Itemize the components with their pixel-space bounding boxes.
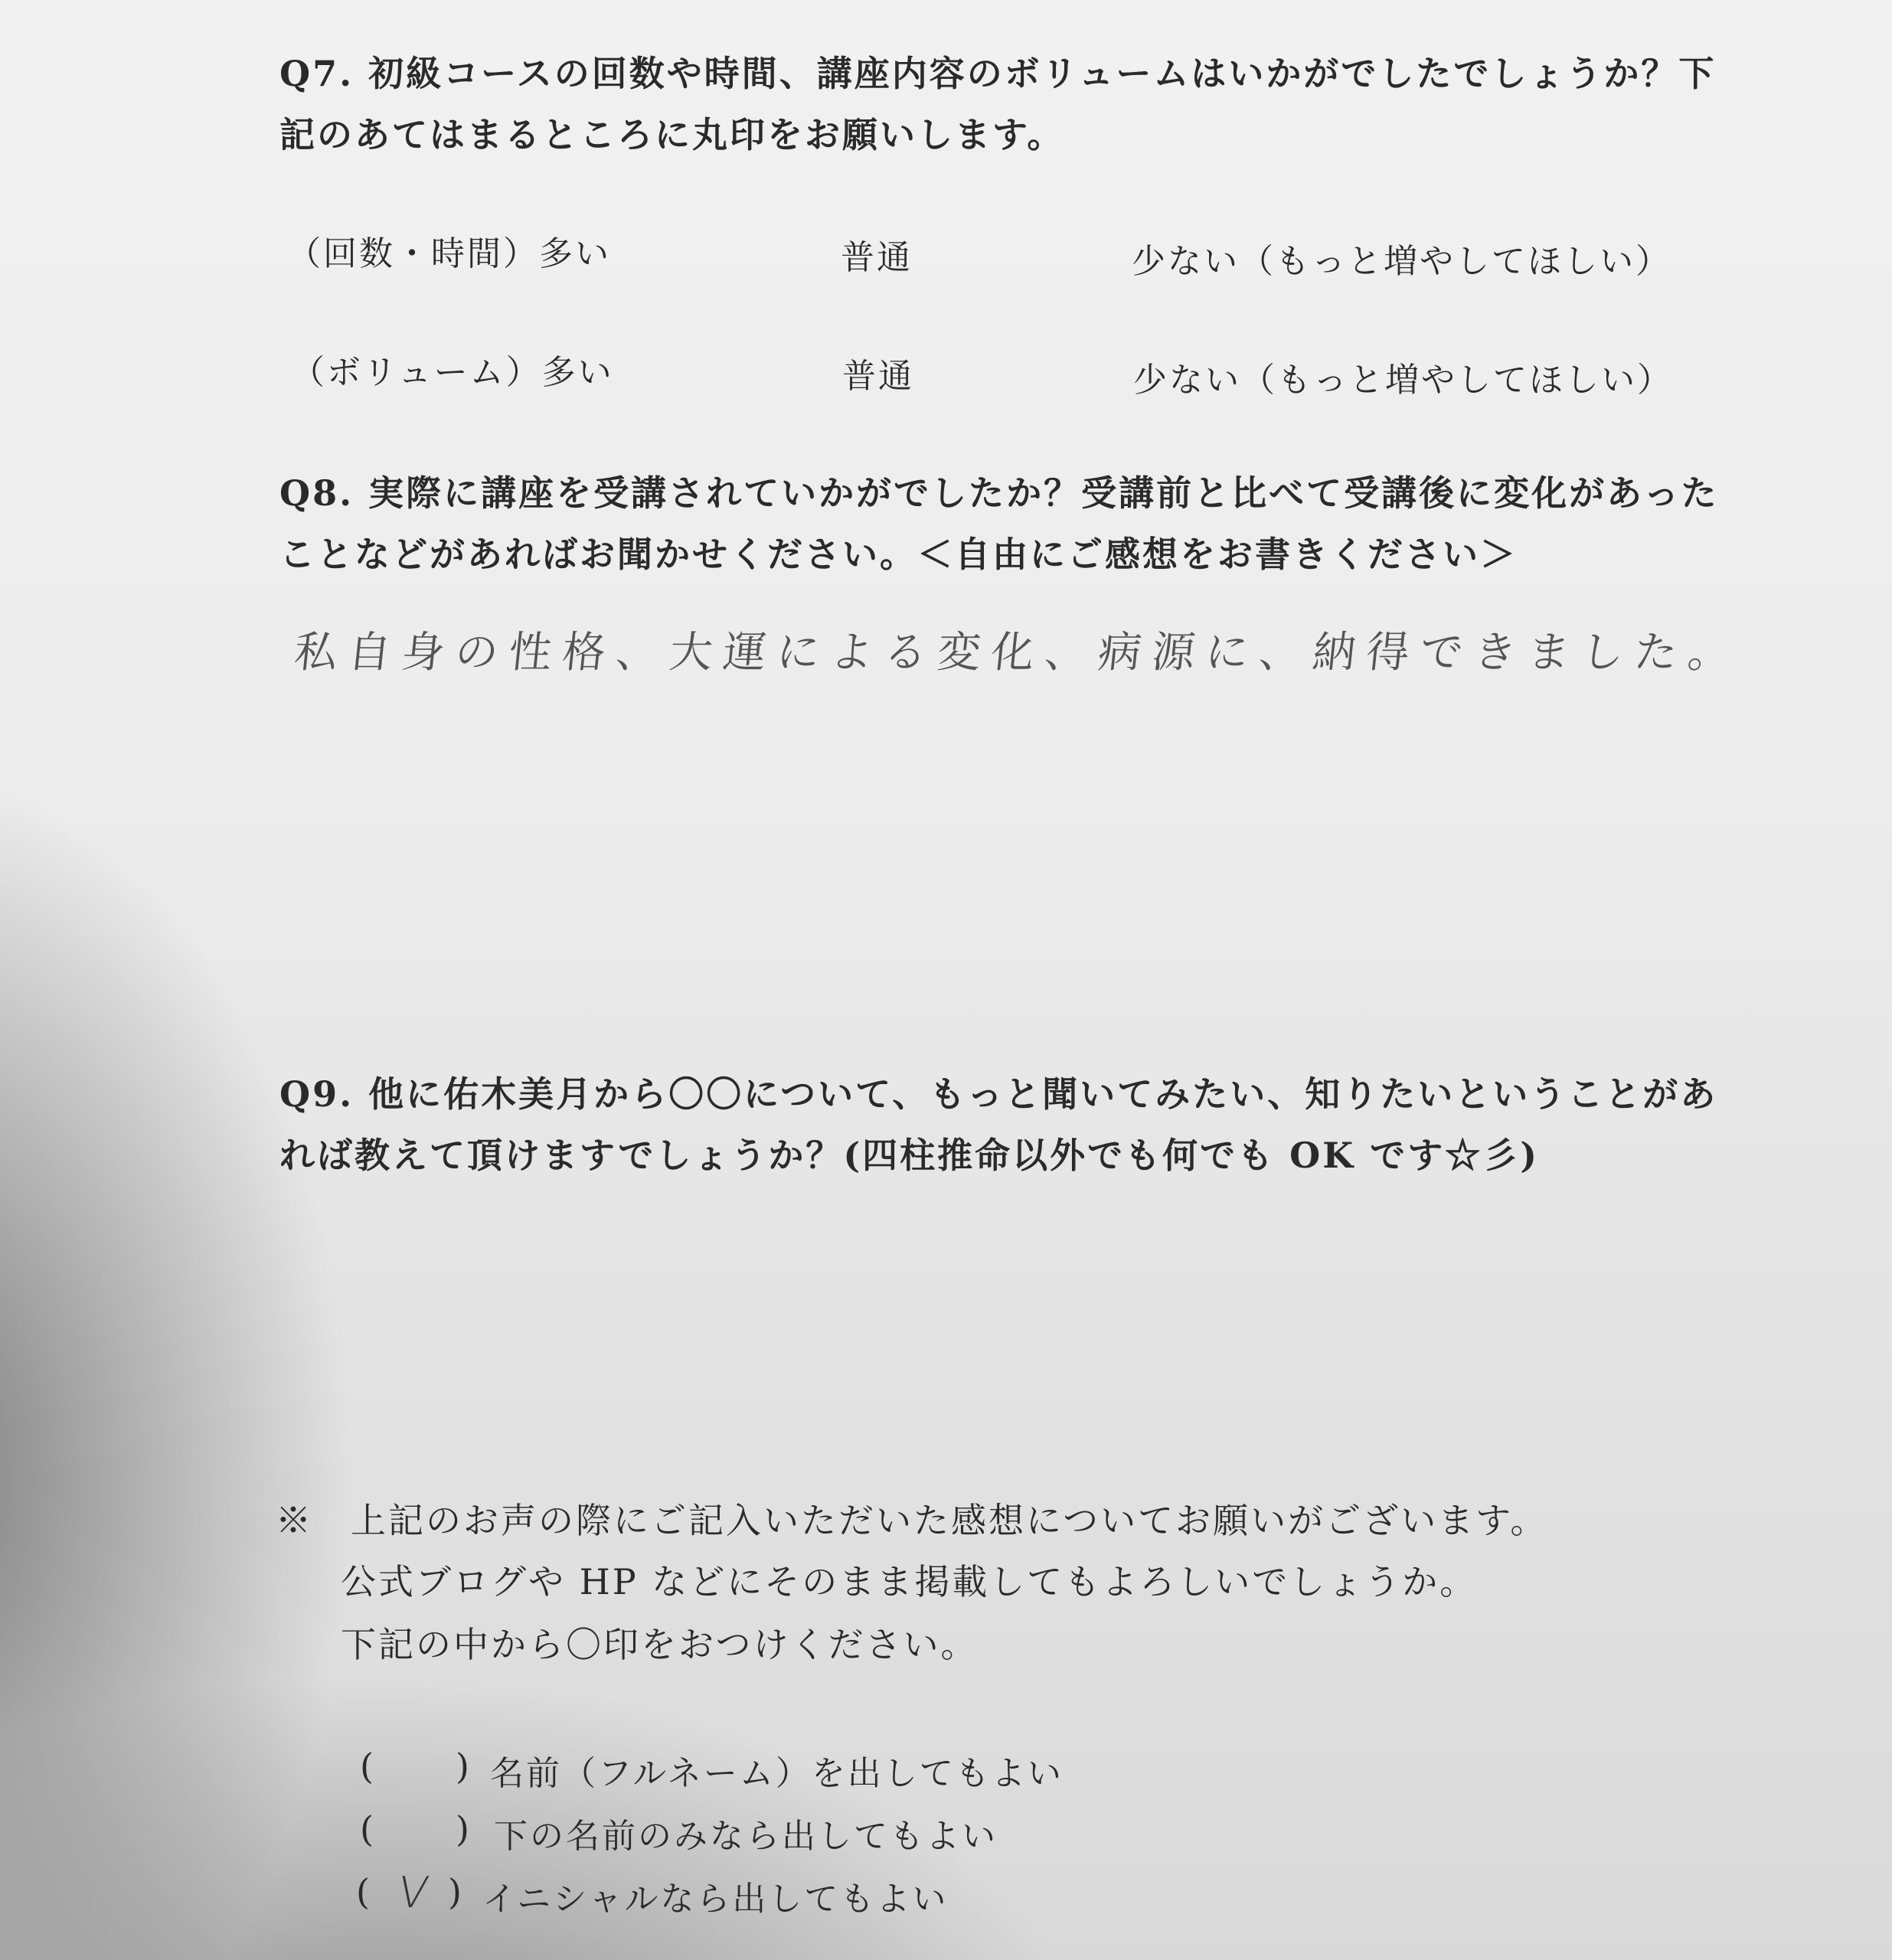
q7-count-time-label: （回数・時間）多い xyxy=(287,234,611,273)
q9-question-line2: れば教えて頂けますでしょうか？(四柱推命以外でも何でも OK です☆彡) xyxy=(279,1135,1539,1176)
q8-question-line2: ことなどがあればお聞かせください。＜自由にご感想をお書きください＞ xyxy=(279,534,1518,575)
q7-question-line2: 記のあてはまるところに丸印をお願いします。 xyxy=(279,114,1065,155)
notice-line2: 公式ブログや HP などにそのまま掲載してもよろしいでしょうか。 xyxy=(341,1561,1478,1602)
q8-handwritten-answer: 私自身の性格、大運による変化、病源に、納得できました。 xyxy=(292,628,1744,678)
option-close-paren: ) xyxy=(456,1808,469,1850)
q8-question-line1: Q8. 実際に講座を受講されていかがでしたか？受講前と比べて受講後に変化があった xyxy=(279,472,1719,514)
q7-volume-normal: 普通 xyxy=(842,357,914,396)
q7-volume-label: （ボリューム）多い xyxy=(291,353,614,392)
q9-question-line1: Q9. 他に佑木美月から〇〇について、もっと聞いてみたい、知りたいということがあ xyxy=(279,1073,1718,1115)
notice-line3: 下記の中から〇印をおつけください。 xyxy=(341,1624,979,1665)
option-close-paren: ) xyxy=(456,1746,469,1787)
option-open-paren: ( xyxy=(356,1871,370,1913)
q7-count-time-normal: 普通 xyxy=(841,238,913,277)
option-open-paren: ( xyxy=(360,1746,374,1787)
option-label-initials: イニシャルなら出してもよい xyxy=(482,1880,949,1919)
option-open-paren: ( xyxy=(360,1808,374,1850)
q7-question-line1: Q7. 初級コースの回数や時間、講座内容のボリュームはいかがでしたでしょうか？下 xyxy=(279,53,1717,94)
option-close-paren: ) xyxy=(448,1871,462,1913)
notice-line1: ※ 上記のお声の際にご記入いただいた感想についてお願いがございます。 xyxy=(276,1500,1548,1541)
option-label-given-name: 下の名前のみなら出してもよい xyxy=(494,1817,998,1856)
q7-volume-few: 少ない（もっと増やしてほしい） xyxy=(1133,361,1673,400)
option-label-fullname: 名前（フルネーム）を出してもよい xyxy=(490,1754,1064,1793)
q7-count-time-few: 少ない（もっと増やしてほしい） xyxy=(1132,242,1671,281)
option-checkmark: V xyxy=(394,1868,433,1918)
